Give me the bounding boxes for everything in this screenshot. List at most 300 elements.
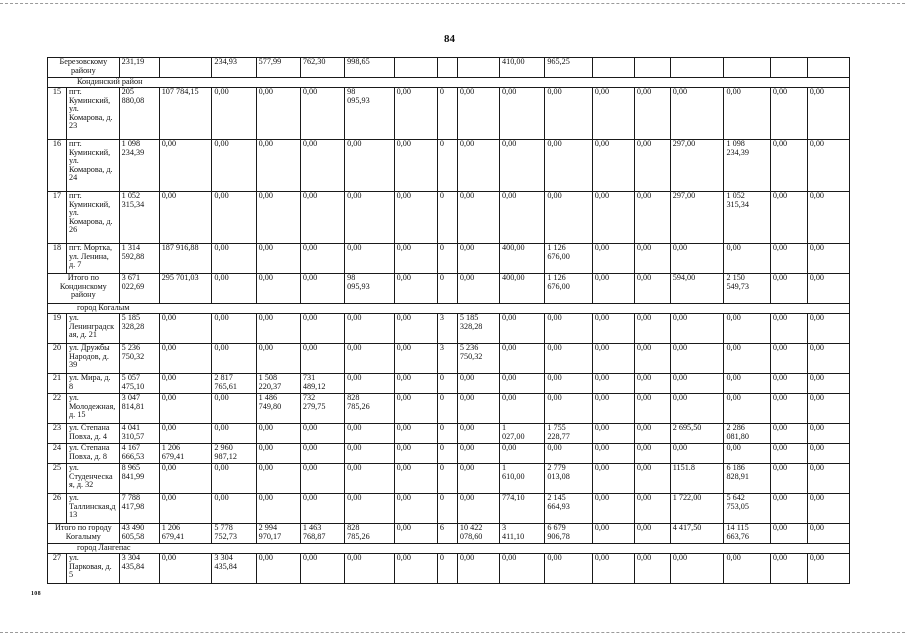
table-cell: 0,00 bbox=[212, 192, 256, 244]
row-number: 22 bbox=[48, 394, 67, 424]
table-cell: 0,00 bbox=[457, 88, 499, 140]
table-cell: 0,00 bbox=[545, 88, 592, 140]
table-cell: 828 785,26 bbox=[345, 394, 395, 424]
table-cell: 0,00 bbox=[724, 88, 770, 140]
table-cell: 234,93 bbox=[212, 58, 256, 78]
table-cell: 0,00 bbox=[807, 394, 849, 424]
table-cell: 6 186 828,91 bbox=[724, 464, 770, 494]
table-cell: 0,00 bbox=[807, 464, 849, 494]
table-cell: 0,00 bbox=[770, 424, 807, 444]
table-cell: 0,00 bbox=[457, 494, 499, 524]
total-row bbox=[48, 524, 850, 544]
table-row bbox=[48, 424, 850, 444]
table-cell: 0,00 bbox=[770, 192, 807, 244]
table-cell: 0,00 bbox=[807, 244, 849, 274]
table-cell: 0 bbox=[437, 394, 457, 424]
table-cell: 0,00 bbox=[724, 244, 770, 274]
table-cell: 0,00 bbox=[394, 344, 437, 374]
table-cell: 0,00 bbox=[545, 554, 592, 584]
row-number: 25 bbox=[48, 464, 67, 494]
table-row bbox=[48, 554, 850, 584]
table-cell: 3 047 814,81 bbox=[119, 394, 159, 424]
table-cell: 0,00 bbox=[770, 140, 807, 192]
table-cell: 2 286 081,80 bbox=[724, 424, 770, 444]
table-cell: 5 778 752,73 bbox=[212, 524, 256, 544]
table-cell: 400,00 bbox=[500, 244, 545, 274]
table-cell: 0,00 bbox=[770, 274, 807, 304]
table-cell: 0,00 bbox=[634, 274, 670, 304]
table-cell: 0,00 bbox=[457, 554, 499, 584]
table-cell: 0,00 bbox=[212, 140, 256, 192]
table-row bbox=[48, 394, 850, 424]
table-cell: 1 052 315,34 bbox=[724, 192, 770, 244]
table-cell: 0,00 bbox=[807, 314, 849, 344]
table-cell: 3 304 435,84 bbox=[119, 554, 159, 584]
address-cell: пгт. Куминский, ул. Комарова, д. 23 bbox=[66, 88, 119, 140]
table-cell: 5 236 750,32 bbox=[119, 344, 159, 374]
table-cell: 0,00 bbox=[394, 374, 437, 394]
table-cell: 1 610,00 bbox=[500, 464, 545, 494]
table-cell: 0,00 bbox=[345, 140, 395, 192]
table-cell bbox=[724, 58, 770, 78]
table-cell: 0 bbox=[437, 424, 457, 444]
table-row bbox=[48, 444, 850, 464]
table-cell: 0,00 bbox=[592, 424, 634, 444]
scan-bottom-edge bbox=[0, 632, 905, 635]
table-cell: 0,00 bbox=[345, 192, 395, 244]
row-number: 21 bbox=[48, 374, 67, 394]
table-cell: 0,00 bbox=[394, 192, 437, 244]
table-cell: 0,00 bbox=[159, 464, 212, 494]
total-row bbox=[48, 58, 850, 78]
table-cell: 0,00 bbox=[670, 314, 724, 344]
table-cell: 0,00 bbox=[256, 444, 300, 464]
table-cell bbox=[592, 58, 634, 78]
table-cell: 0,00 bbox=[670, 444, 724, 464]
table-cell bbox=[457, 58, 499, 78]
table-cell: 0,00 bbox=[592, 464, 634, 494]
table-cell: 0,00 bbox=[500, 140, 545, 192]
table-cell: 1 486 749,80 bbox=[256, 394, 300, 424]
table-cell: 1151.8 bbox=[670, 464, 724, 494]
table-cell: 0,00 bbox=[670, 244, 724, 274]
row-number: 26 bbox=[48, 494, 67, 524]
table-row bbox=[48, 494, 850, 524]
table-cell bbox=[437, 58, 457, 78]
table-cell: 0,00 bbox=[670, 554, 724, 584]
table-cell: 0,00 bbox=[212, 314, 256, 344]
address-cell: ул. Мира, д. 8 bbox=[66, 374, 119, 394]
table-cell: 0,00 bbox=[394, 314, 437, 344]
row-number: 15 bbox=[48, 88, 67, 140]
table-cell: 0,00 bbox=[457, 464, 499, 494]
table-cell: 0,00 bbox=[159, 344, 212, 374]
table-cell: 1 027,00 bbox=[500, 424, 545, 444]
table-cell: 0,00 bbox=[545, 444, 592, 464]
table-cell: 187 916,88 bbox=[159, 244, 212, 274]
total-label: Итого по Кондинскому району bbox=[48, 274, 120, 304]
table-cell: 0,00 bbox=[770, 464, 807, 494]
table-cell: 5 185 328,28 bbox=[119, 314, 159, 344]
table-cell: 0,00 bbox=[212, 274, 256, 304]
address-cell: пгт. Куминский, ул. Комарова, д. 24 bbox=[66, 140, 119, 192]
table-cell: 0,00 bbox=[256, 314, 300, 344]
table-cell: 0,00 bbox=[212, 464, 256, 494]
table-cell: 0 bbox=[437, 374, 457, 394]
table-cell: 3 671 022,69 bbox=[119, 274, 159, 304]
table-cell: 0,00 bbox=[770, 374, 807, 394]
table-cell: 0,00 bbox=[457, 374, 499, 394]
row-number: 19 bbox=[48, 314, 67, 344]
table-row bbox=[48, 374, 850, 394]
table-cell: 0,00 bbox=[345, 554, 395, 584]
table-cell: 0,00 bbox=[256, 244, 300, 274]
table-cell: 1 463 768,87 bbox=[300, 524, 344, 544]
address-cell: ул. Таллинская,д 13 bbox=[66, 494, 119, 524]
table-cell: 6 bbox=[437, 524, 457, 544]
table-cell: 2 817 765,61 bbox=[212, 374, 256, 394]
table-cell: 0,00 bbox=[724, 444, 770, 464]
row-number: 18 bbox=[48, 244, 67, 274]
section-heading: Кондинский район bbox=[48, 78, 850, 88]
table-cell: 0,00 bbox=[592, 394, 634, 424]
table-cell: 0,00 bbox=[634, 244, 670, 274]
table-cell: 0,00 bbox=[545, 314, 592, 344]
table-cell: 0,00 bbox=[457, 444, 499, 464]
table-cell: 0,00 bbox=[807, 554, 849, 584]
table-cell: 732 279,75 bbox=[300, 394, 344, 424]
table-row bbox=[48, 192, 850, 244]
address-cell: ул. Молодежная, д. 15 bbox=[66, 394, 119, 424]
table-cell: 1 206 679,41 bbox=[159, 444, 212, 464]
table-cell: 2 695,50 bbox=[670, 424, 724, 444]
table-cell: 0,00 bbox=[300, 464, 344, 494]
table-cell: 0,00 bbox=[724, 314, 770, 344]
table-cell: 762,30 bbox=[300, 58, 344, 78]
table-cell: 0,00 bbox=[807, 88, 849, 140]
table-cell: 594,00 bbox=[670, 274, 724, 304]
table-cell: 0,00 bbox=[592, 88, 634, 140]
table-cell: 0,00 bbox=[807, 494, 849, 524]
table-cell: 0,00 bbox=[545, 394, 592, 424]
table-cell: 0,00 bbox=[770, 394, 807, 424]
table-cell: 0,00 bbox=[394, 274, 437, 304]
table-cell: 774,10 bbox=[500, 494, 545, 524]
table-cell: 3 304 435,84 bbox=[212, 554, 256, 584]
table-cell: 43 490 605,58 bbox=[119, 524, 159, 544]
table-cell: 0,00 bbox=[500, 314, 545, 344]
address-cell: ул. Студенческа я, д. 32 bbox=[66, 464, 119, 494]
table-cell: 0,00 bbox=[592, 244, 634, 274]
table-cell: 0,00 bbox=[457, 394, 499, 424]
table-cell: 0,00 bbox=[592, 274, 634, 304]
table-cell: 0,00 bbox=[634, 424, 670, 444]
table-cell: 14 115 663,76 bbox=[724, 524, 770, 544]
table-cell: 0,00 bbox=[394, 464, 437, 494]
table-cell: 0,00 bbox=[634, 394, 670, 424]
table-cell: 828 785,26 bbox=[345, 524, 395, 544]
table-cell: 0,00 bbox=[770, 314, 807, 344]
table-cell: 4 417,50 bbox=[670, 524, 724, 544]
table-cell: 0,00 bbox=[212, 424, 256, 444]
table-cell: 0,00 bbox=[770, 344, 807, 374]
table-cell: 0,00 bbox=[300, 344, 344, 374]
table-cell: 0,00 bbox=[300, 314, 344, 344]
table-cell: 0,00 bbox=[634, 464, 670, 494]
table-cell: 0,00 bbox=[457, 424, 499, 444]
table-cell: 0,00 bbox=[807, 192, 849, 244]
table-cell: 0,00 bbox=[212, 494, 256, 524]
table-cell: 0,00 bbox=[724, 394, 770, 424]
table-cell: 965,25 bbox=[545, 58, 592, 78]
footer-mark: 108 bbox=[31, 591, 41, 597]
table-cell: 0,00 bbox=[724, 344, 770, 374]
table-cell: 0,00 bbox=[394, 554, 437, 584]
table-cell: 0,00 bbox=[592, 314, 634, 344]
table-cell: 731 489,12 bbox=[300, 374, 344, 394]
table-cell: 0,00 bbox=[807, 274, 849, 304]
table-cell: 0,00 bbox=[345, 424, 395, 444]
table-cell: 0,00 bbox=[592, 374, 634, 394]
table-cell: 0,00 bbox=[500, 192, 545, 244]
table-cell: 0,00 bbox=[592, 444, 634, 464]
table-cell: 0,00 bbox=[500, 88, 545, 140]
address-cell: ул. Дружбы Народов, д. 39 bbox=[66, 344, 119, 374]
table-cell: 1 052 315,34 bbox=[119, 192, 159, 244]
table-cell: 2 994 970,17 bbox=[256, 524, 300, 544]
table-cell: 0,00 bbox=[500, 394, 545, 424]
table-cell: 297,00 bbox=[670, 192, 724, 244]
table-cell bbox=[394, 58, 437, 78]
table-cell: 0 bbox=[437, 192, 457, 244]
section-row bbox=[48, 304, 850, 314]
table-cell: 0,00 bbox=[770, 524, 807, 544]
table-cell: 0,00 bbox=[592, 524, 634, 544]
table-cell: 0,00 bbox=[300, 88, 344, 140]
table-cell: 0 bbox=[437, 88, 457, 140]
table-cell: 0,00 bbox=[670, 394, 724, 424]
table-cell: 295 701,03 bbox=[159, 274, 212, 304]
table-cell: 5 185 328,28 bbox=[457, 314, 499, 344]
table-cell: 2 150 549,73 bbox=[724, 274, 770, 304]
table-cell: 297,00 bbox=[670, 140, 724, 192]
table-cell: 0 bbox=[437, 274, 457, 304]
table-cell: 400,00 bbox=[500, 274, 545, 304]
table-cell: 0,00 bbox=[300, 244, 344, 274]
table-cell: 5 642 753,05 bbox=[724, 494, 770, 524]
table-cell: 0,00 bbox=[500, 554, 545, 584]
table-cell: 0,00 bbox=[634, 314, 670, 344]
table-cell: 0,00 bbox=[256, 192, 300, 244]
table-cell: 0,00 bbox=[500, 344, 545, 374]
row-number: 23 bbox=[48, 424, 67, 444]
table-cell: 0,00 bbox=[457, 244, 499, 274]
table-cell: 0,00 bbox=[770, 554, 807, 584]
table-cell: 0,00 bbox=[724, 554, 770, 584]
table-cell: 0,00 bbox=[770, 88, 807, 140]
table-cell: 0,00 bbox=[634, 344, 670, 374]
table-cell: 0,00 bbox=[159, 374, 212, 394]
table-cell: 0,00 bbox=[345, 314, 395, 344]
table-cell: 0,00 bbox=[212, 344, 256, 374]
row-number: 16 bbox=[48, 140, 67, 192]
table-cell: 0,00 bbox=[256, 274, 300, 304]
table-cell: 0,00 bbox=[256, 464, 300, 494]
table-cell: 998,65 bbox=[345, 58, 395, 78]
table-cell: 2 145 664,93 bbox=[545, 494, 592, 524]
address-cell: ул. Парковая, д. 5 bbox=[66, 554, 119, 584]
table-cell: 0 bbox=[437, 244, 457, 274]
table-cell: 0,00 bbox=[770, 494, 807, 524]
table-cell: 0,00 bbox=[457, 192, 499, 244]
total-label: Итого по городу Когалыму bbox=[48, 524, 120, 544]
table-cell: 0,00 bbox=[159, 140, 212, 192]
table-cell: 0,00 bbox=[500, 374, 545, 394]
table-cell: 0,00 bbox=[300, 140, 344, 192]
total-row bbox=[48, 274, 850, 304]
table-cell: 1 722,00 bbox=[670, 494, 724, 524]
table-cell: 0,00 bbox=[670, 344, 724, 374]
table-cell bbox=[670, 58, 724, 78]
row-number: 24 bbox=[48, 444, 67, 464]
table-cell: 0,00 bbox=[300, 274, 344, 304]
table-cell: 0,00 bbox=[300, 444, 344, 464]
table-cell bbox=[770, 58, 807, 78]
table-cell: 98 095,93 bbox=[345, 88, 395, 140]
section-heading: город Лангепас bbox=[48, 544, 850, 554]
table-cell: 0,00 bbox=[634, 192, 670, 244]
table-cell: 0,00 bbox=[394, 88, 437, 140]
data-table bbox=[47, 57, 850, 584]
table-cell: 1 314 592,88 bbox=[119, 244, 159, 274]
address-cell: пгт. Мортка, ул. Ленина, д. 7 bbox=[66, 244, 119, 274]
table-cell: 0,00 bbox=[724, 374, 770, 394]
table-cell: 0,00 bbox=[159, 494, 212, 524]
table-cell: 5 236 750,32 bbox=[457, 344, 499, 374]
table-cell: 0,00 bbox=[159, 314, 212, 344]
table-row bbox=[48, 140, 850, 192]
table-cell: 0,00 bbox=[345, 464, 395, 494]
page-number: 84 bbox=[444, 33, 455, 45]
table-cell: 231,19 bbox=[119, 58, 159, 78]
table-cell: 577,99 bbox=[256, 58, 300, 78]
table-cell: 8 965 841,99 bbox=[119, 464, 159, 494]
table-cell: 0,00 bbox=[770, 244, 807, 274]
table-cell: 0,00 bbox=[212, 244, 256, 274]
table-cell: 0 bbox=[437, 140, 457, 192]
table-cell: 0,00 bbox=[500, 444, 545, 464]
table-cell: 0,00 bbox=[807, 444, 849, 464]
row-number: 20 bbox=[48, 344, 67, 374]
table-cell: 0,00 bbox=[394, 244, 437, 274]
table-cell: 0,00 bbox=[212, 88, 256, 140]
table-cell: 0,00 bbox=[300, 494, 344, 524]
table-cell: 0 bbox=[437, 464, 457, 494]
table-row bbox=[48, 464, 850, 494]
table-cell: 0,00 bbox=[256, 424, 300, 444]
table-cell: 0,00 bbox=[256, 554, 300, 584]
table-cell: 0,00 bbox=[592, 192, 634, 244]
table-cell: 0,00 bbox=[394, 524, 437, 544]
table-cell: 0,00 bbox=[345, 344, 395, 374]
table-cell: 0,00 bbox=[770, 444, 807, 464]
table-cell bbox=[634, 58, 670, 78]
address-cell: ул. Степана Повха, д. 4 bbox=[66, 424, 119, 444]
row-number: 27 bbox=[48, 554, 67, 584]
table-cell: 0 bbox=[437, 444, 457, 464]
table-cell: 0,00 bbox=[545, 374, 592, 394]
table-cell: 1 508 220,37 bbox=[256, 374, 300, 394]
table-cell: 0,00 bbox=[300, 192, 344, 244]
table-cell: 5 057 475,10 bbox=[119, 374, 159, 394]
table-cell: 0,00 bbox=[545, 344, 592, 374]
table-cell: 0,00 bbox=[394, 424, 437, 444]
table-cell: 0,00 bbox=[545, 192, 592, 244]
row-number: 17 bbox=[48, 192, 67, 244]
table-cell: 6 679 906,78 bbox=[545, 524, 592, 544]
address-cell: ул. Ленинградск ая, д. 21 bbox=[66, 314, 119, 344]
table-cell: 0,00 bbox=[592, 344, 634, 374]
table-cell: 0,00 bbox=[634, 88, 670, 140]
table-cell: 0,00 bbox=[256, 88, 300, 140]
table-row bbox=[48, 244, 850, 274]
table-cell: 0 bbox=[437, 554, 457, 584]
table-cell: 1 206 679,41 bbox=[159, 524, 212, 544]
table-cell: 4 167 666,53 bbox=[119, 444, 159, 464]
table-cell: 0,00 bbox=[670, 374, 724, 394]
table-cell: 2 779 013,08 bbox=[545, 464, 592, 494]
table-cell: 0,00 bbox=[807, 344, 849, 374]
table-cell: 0,00 bbox=[300, 424, 344, 444]
table-cell: 3 411,10 bbox=[500, 524, 545, 544]
table-cell: 2 960 987,12 bbox=[212, 444, 256, 464]
table-cell: 0,00 bbox=[394, 444, 437, 464]
table-cell bbox=[159, 58, 212, 78]
table-cell: 0,00 bbox=[670, 88, 724, 140]
table-cell: 0,00 bbox=[592, 494, 634, 524]
table-row bbox=[48, 314, 850, 344]
table-cell: 0,00 bbox=[545, 140, 592, 192]
table-cell: 10 422 078,60 bbox=[457, 524, 499, 544]
table-cell: 4 041 310,57 bbox=[119, 424, 159, 444]
table-cell: 107 784,15 bbox=[159, 88, 212, 140]
table-cell: 0,00 bbox=[394, 394, 437, 424]
table-cell: 0,00 bbox=[634, 140, 670, 192]
table-cell: 0,00 bbox=[394, 494, 437, 524]
table-cell: 0,00 bbox=[807, 424, 849, 444]
table-cell: 410,00 bbox=[500, 58, 545, 78]
table-row bbox=[48, 88, 850, 140]
table-cell: 1 098 234,39 bbox=[119, 140, 159, 192]
table-cell: 0,00 bbox=[159, 424, 212, 444]
scan-top-edge bbox=[0, 0, 905, 4]
table-cell: 0,00 bbox=[345, 374, 395, 394]
table-cell: 0,00 bbox=[592, 554, 634, 584]
table-cell: 0,00 bbox=[634, 444, 670, 464]
table-cell: 0,00 bbox=[300, 554, 344, 584]
table-cell: 0,00 bbox=[634, 374, 670, 394]
table-cell: 0,00 bbox=[256, 140, 300, 192]
table-cell: 1 098 234,39 bbox=[724, 140, 770, 192]
table-cell: 0,00 bbox=[394, 140, 437, 192]
table-cell: 0,00 bbox=[345, 244, 395, 274]
table-cell: 0,00 bbox=[256, 344, 300, 374]
table-cell: 0,00 bbox=[212, 394, 256, 424]
table-cell: 0,00 bbox=[159, 554, 212, 584]
total-label: Березовскому району bbox=[48, 58, 120, 78]
table-cell: 0,00 bbox=[457, 274, 499, 304]
table-cell: 0,00 bbox=[634, 494, 670, 524]
